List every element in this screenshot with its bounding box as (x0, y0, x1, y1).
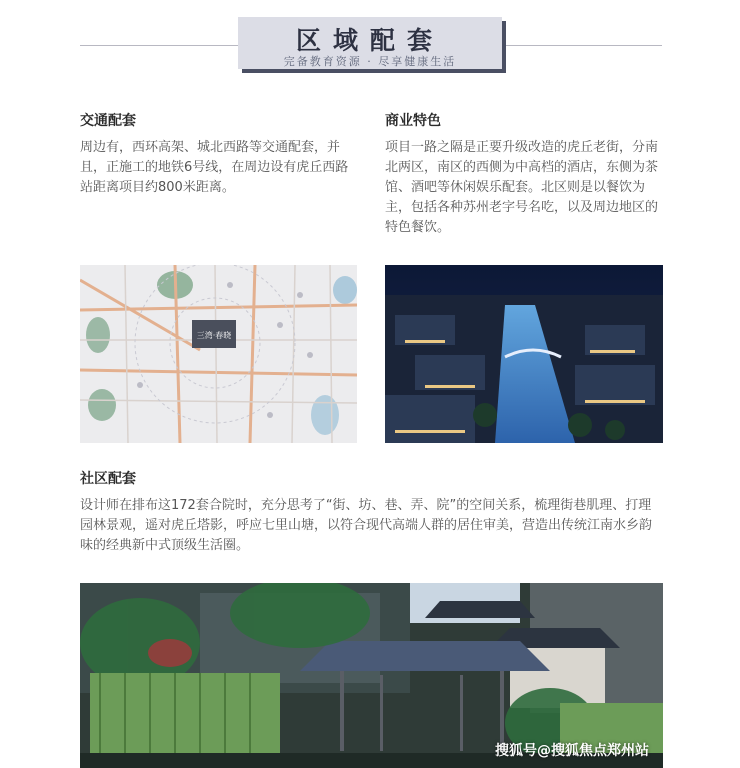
location-map (80, 265, 357, 443)
night-street-photo (385, 265, 663, 443)
traffic-text: 周边有，西环高架、城北西路等交通配套，并且，正施工的地铁6号线，在周边设有虎丘西路站距离项目约800米距离。 (80, 140, 349, 195)
page-title: 区域配套 (295, 26, 444, 55)
header-rule-left (80, 45, 238, 46)
map-project-label: 三湾·春晓 (196, 331, 232, 340)
traffic-heading: 交通配套 (80, 113, 136, 129)
commerce-text: 项目一路之隔是正要升级改造的虎丘老街，分南北两区，南区的西侧为中高档的酒店，东侧为茶馆、酒吧等休闲娱乐配套。北区则是以餐饮为主，包括各种苏州老字号名吃，以及周边地区的特色餐饮。 (385, 140, 659, 235)
map-illustration (80, 265, 357, 443)
watermark-text: 搜狐号@搜狐焦点郑州站 (495, 743, 649, 759)
header-rule-right (506, 45, 662, 46)
community-text: 设计师在排布这172套合院时，充分思考了“街、坊、巷、弄、院”的空间关系，梳理街巷肌理、打理园林景观，遥对虎丘塔影，呼应七里山塘，以符合现代高端人群的居住审美，营造出传统江南水乡韵味的经典新中式顶级生活圈。 (80, 498, 653, 553)
courtyard-photo (80, 583, 663, 768)
community-heading: 社区配套 (80, 471, 136, 487)
page-subtitle: 完备教育资源 · 尽享健康生活 (283, 55, 457, 68)
commerce-heading: 商业特色 (385, 113, 441, 129)
section-header (238, 17, 502, 69)
night-street-illustration (385, 265, 663, 443)
